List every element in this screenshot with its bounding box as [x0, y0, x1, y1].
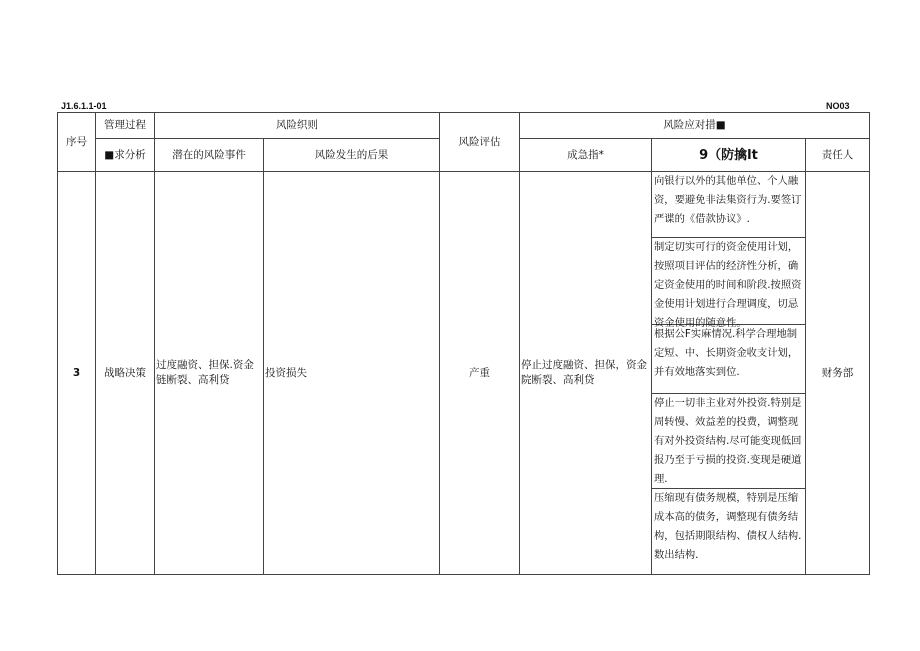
header-owner: 责任人 — [806, 139, 870, 172]
risk-table — [57, 112, 870, 575]
header-risk-evaluation: 风险评估 — [440, 113, 520, 172]
row-owner: 财务部 — [806, 172, 870, 575]
header-process: 管理过程 — [96, 113, 155, 139]
header-emergency: 成急指* — [520, 139, 652, 172]
header-row-1 — [58, 113, 870, 139]
header-consequence: 风险发生的后果 — [264, 139, 440, 172]
row-evaluation: 产重 — [440, 172, 520, 575]
row-emergency: 停止过度融资、担保，资金院断裂、高利贷 — [520, 172, 652, 575]
header-analysis: ■求分析 — [96, 139, 155, 172]
row-prevention-measures — [652, 172, 806, 575]
row-event: 过度融资、担保.资金链断裂、高利贷 — [155, 172, 264, 575]
measure-item: 压缩现有债务规模，特别是压缩成本高的债务，调整现有债务结构，包括期限结构、债权人结构.数出结构. — [654, 492, 802, 561]
header-seq: 序号 — [58, 113, 96, 172]
document-number: NO03 — [826, 101, 850, 111]
header-prevention: 9（防擒lt — [652, 139, 806, 172]
row-seq: 3 — [58, 172, 96, 575]
measure-item: 停止一切非主业对外投资.特别是周转慢、效益差的投费，调整现有对外投资结构.尽可能变现低回报乃至于亏损的投资.变现是硬道理. — [652, 394, 805, 489]
measure-item: 向银行以外的其他单位、个人融资，要避免非法集资行为.要签订严谍的《借款协议》. — [652, 172, 805, 238]
header-risk-identify: 风险织则 — [155, 113, 440, 139]
document-code: J1.6.1.1-01 — [61, 101, 107, 111]
measure-item: 制定切实可行的资金使用计划，按照项目评估的经济性分析，确定资金使用的时间和阶段.按照资金使用计划进行合理调度，切忌资金使用的随意性。 — [652, 238, 805, 325]
row-process: 战略决策 — [96, 172, 155, 575]
header-potential-event: 潜在的风险事件 — [155, 139, 264, 172]
header-risk-response: 风险应对措■ — [520, 113, 870, 139]
row-consequence: 投资损失 — [264, 172, 440, 575]
measure-item: 根据公F实麻情况.科学合理地制定短、中、长期资金收支计划，并有效地落实到位. — [652, 325, 805, 394]
table-row — [58, 172, 870, 575]
